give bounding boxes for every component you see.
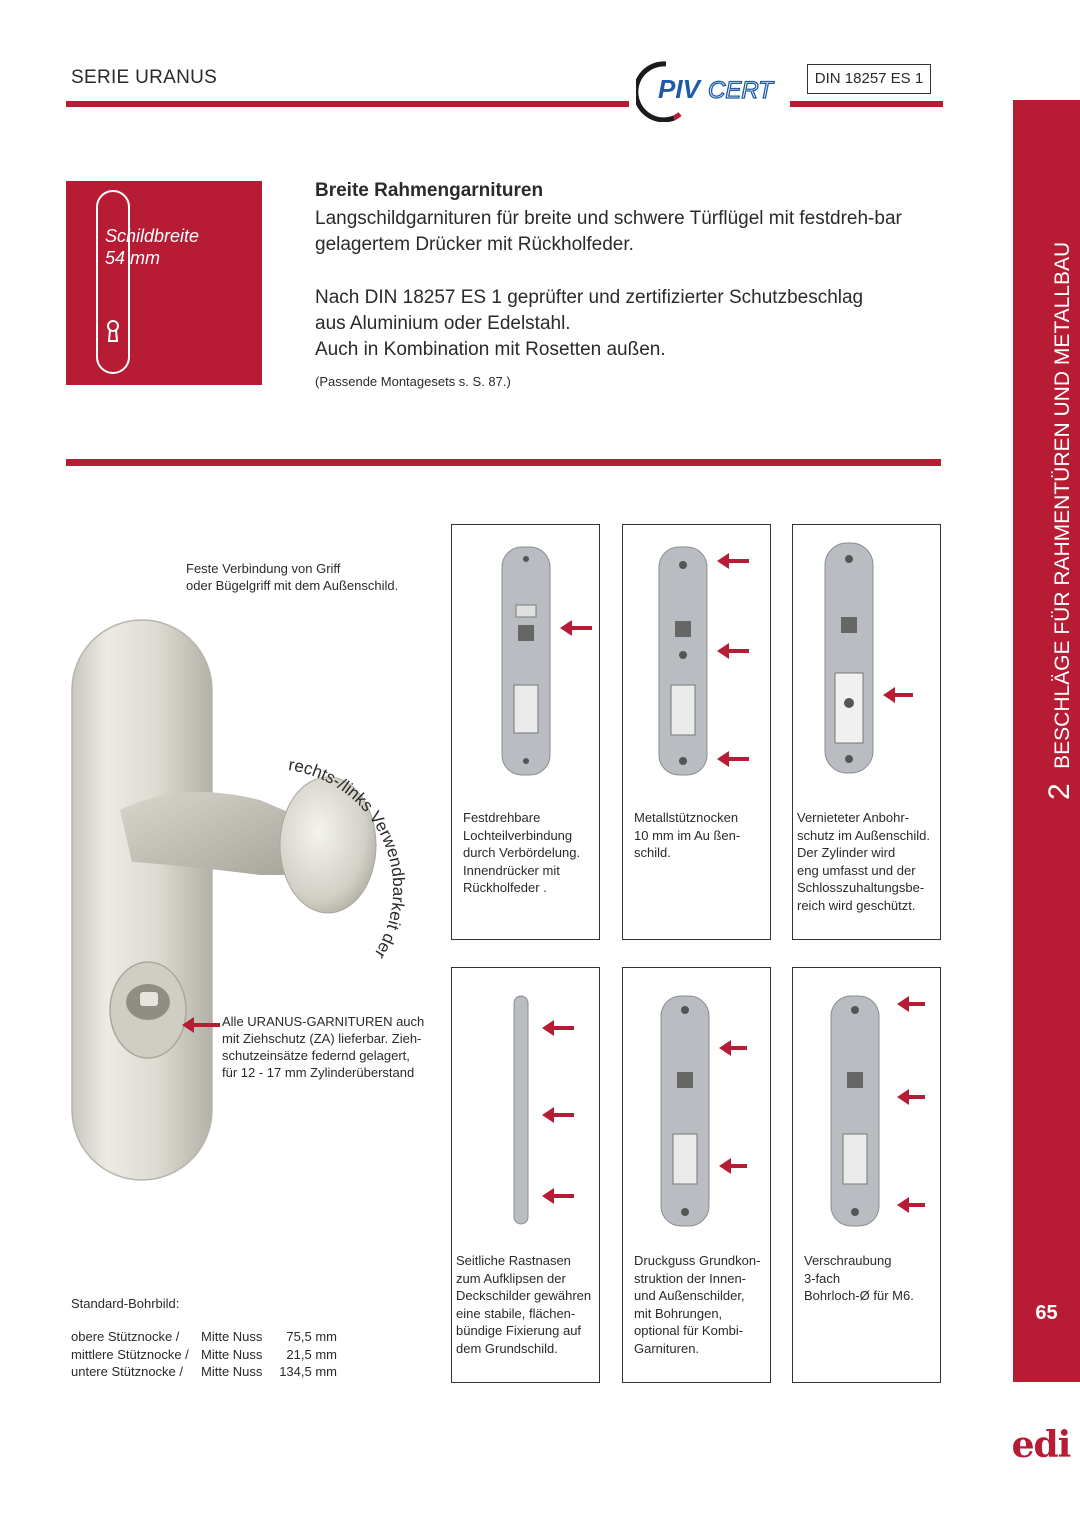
caption-line: reich wird geschützt. — [797, 897, 916, 913]
edi-logo: edi — [1011, 1424, 1071, 1466]
drilling-name: mittlere Stütznocke / — [71, 1346, 189, 1362]
handle-illustration — [60, 600, 440, 1205]
caption-line: Vernieteter Anbohr- — [797, 810, 910, 825]
plate-width-line2: 54 mm — [105, 248, 161, 268]
drilling-label: Standard-Bohrbild: — [71, 1296, 180, 1311]
caption-line: für 12 - 17 mm Zylinderüberstand — [222, 1065, 415, 1080]
caption-line: Bohrloch-Ø für M6. — [804, 1288, 914, 1303]
caption-line: mit Bohrungen, — [634, 1305, 723, 1321]
caption-line: schutz im Außenschild. — [797, 827, 930, 843]
drilling-name: obere Stütznocke / — [71, 1329, 180, 1344]
caption-line: Lochteilverbindung — [463, 827, 573, 843]
description-2-line2: aus Aluminium oder Edelstahl. — [315, 313, 571, 334]
caption-line: Metallstütznocken — [634, 810, 739, 825]
section-divider — [66, 459, 941, 466]
caption-line: Rückholfeder . — [463, 880, 547, 895]
caption-line: durch Verbördelung. — [463, 845, 581, 860]
drilling-value: 21,5 mm — [286, 1346, 337, 1362]
svg-text:PIV: PIV — [658, 74, 700, 104]
backplate-image — [793, 968, 942, 1248]
chapter-number: 2 — [1043, 783, 1076, 800]
drilling-value: 75,5 mm — [286, 1329, 337, 1344]
description-2-line3: Auch in Kombination mit Rosetten außen. — [315, 339, 666, 360]
caption-line: oder Bügelgriff mit dem Außenschild. — [186, 578, 399, 593]
plate-width-label — [105, 225, 199, 269]
feature-box-5 — [622, 967, 771, 1383]
feature-caption — [634, 1252, 774, 1357]
feature-caption — [634, 809, 774, 862]
drilling-row — [71, 1346, 337, 1364]
caption-line: Seitliche Rastnasen — [456, 1253, 571, 1268]
drilling-ref: Mitte Nuss — [201, 1329, 263, 1344]
caption-line: eine stabile, flächen- — [456, 1305, 576, 1321]
drilling-row — [71, 1363, 337, 1381]
backplate-image — [793, 525, 942, 805]
caption-line: Garnituren. — [634, 1340, 700, 1356]
chapter-label — [1013, 160, 1080, 810]
caption-line: zum Aufklipsen der — [456, 1270, 566, 1286]
feature-box-2 — [622, 524, 771, 940]
drilling-ref: Mitte Nuss — [201, 1364, 263, 1379]
feature-caption — [463, 809, 603, 897]
feature-box-3 — [792, 524, 941, 940]
caption-line: dem Grundschild. — [456, 1340, 558, 1356]
drilling-name: untere Stütznocke / — [71, 1364, 184, 1379]
caption-line: Verschraubung — [804, 1253, 892, 1268]
series-title: SERIE URANUS — [71, 67, 218, 88]
feature-box-1 — [451, 524, 600, 940]
caption-line: schild. — [634, 845, 671, 860]
drilling-table — [71, 1328, 337, 1381]
caption-line: optional für Kombi- — [634, 1323, 744, 1338]
caption-line: Innendrücker mit — [463, 862, 560, 878]
drilling-ref: Mitte Nuss — [201, 1346, 263, 1362]
caption-line: 10 mm im Au ßen- — [634, 827, 741, 843]
caption-line: bündige Fixierung auf — [456, 1323, 582, 1338]
caption-line: und Außenschilder, — [634, 1288, 745, 1303]
caption-line: struktion der Innen- — [634, 1270, 747, 1286]
page-number: 65 — [1035, 1302, 1058, 1324]
caption-line: Alle URANUS-GARNITUREN auch — [222, 1014, 425, 1029]
chapter-title: BESCHLÄGE FÜR RAHMENTÜREN UND METALLBAU — [1051, 241, 1074, 769]
backplate-image — [623, 525, 772, 805]
feature-caption — [797, 809, 937, 914]
plate-width-line1: Schildbreite — [105, 226, 200, 246]
backplate-image — [452, 525, 601, 805]
caption-line: Schlosszuhaltungsbe- — [797, 880, 925, 895]
caption-line: 3-fach — [804, 1270, 841, 1286]
feature-box-6 — [792, 967, 941, 1383]
drilling-row — [71, 1328, 337, 1346]
description-2-line1: Nach DIN 18257 ES 1 geprüfter und zertifizierter Schutzbeschlag — [315, 287, 864, 308]
pull-protection-caption — [222, 1013, 424, 1081]
caption-line: eng umfasst und der — [797, 862, 916, 878]
feature-caption — [456, 1252, 596, 1357]
backplate-image — [452, 968, 601, 1248]
section-heading: Breite Rahmengarnituren — [315, 180, 544, 201]
fixed-connection-caption — [186, 560, 398, 594]
svg-text:CERT: CERT — [708, 77, 773, 104]
caption-line: Deckschilder gewähren — [456, 1288, 592, 1303]
din-badge: DIN 18257 ES 1 — [807, 64, 931, 94]
caption-line: mit Ziehschutz (ZA) lieferbar. Zieh- — [222, 1031, 422, 1046]
caption-line: Der Zylinder wird — [797, 845, 896, 860]
mounting-note: (Passende Montagesets s. S. 87.) — [315, 374, 511, 389]
feature-caption — [804, 1252, 944, 1305]
feature-box-4 — [451, 967, 600, 1383]
caption-line: Feste Verbindung von Griff — [186, 561, 341, 576]
drilling-value: 134,5 mm — [279, 1364, 337, 1379]
svg-text:2 BESCHLÄGE FÜR RAHMENTÜ — [1043, 242, 1076, 800]
plate-width-swatch — [66, 181, 262, 385]
header-rule-right — [790, 101, 943, 107]
header-rule-left — [66, 101, 629, 107]
description-2 — [315, 285, 955, 363]
reversible-handle-arc-text: rechts-/links Verwendbarkeit der — [287, 755, 409, 963]
caption-line: Festdrehbare — [463, 810, 541, 825]
pivcert-logo — [636, 56, 796, 122]
caption-line: schutzeinsätze federnd gelagert, — [222, 1048, 410, 1063]
description-1: Langschildgarnituren für breite und schwere Türflügel mit festdreh-bar gelagertem Drücker mit Rückholfeder. — [315, 208, 902, 255]
caption-line: Druckguss Grundkon- — [634, 1253, 761, 1268]
backplate-image — [623, 968, 772, 1248]
